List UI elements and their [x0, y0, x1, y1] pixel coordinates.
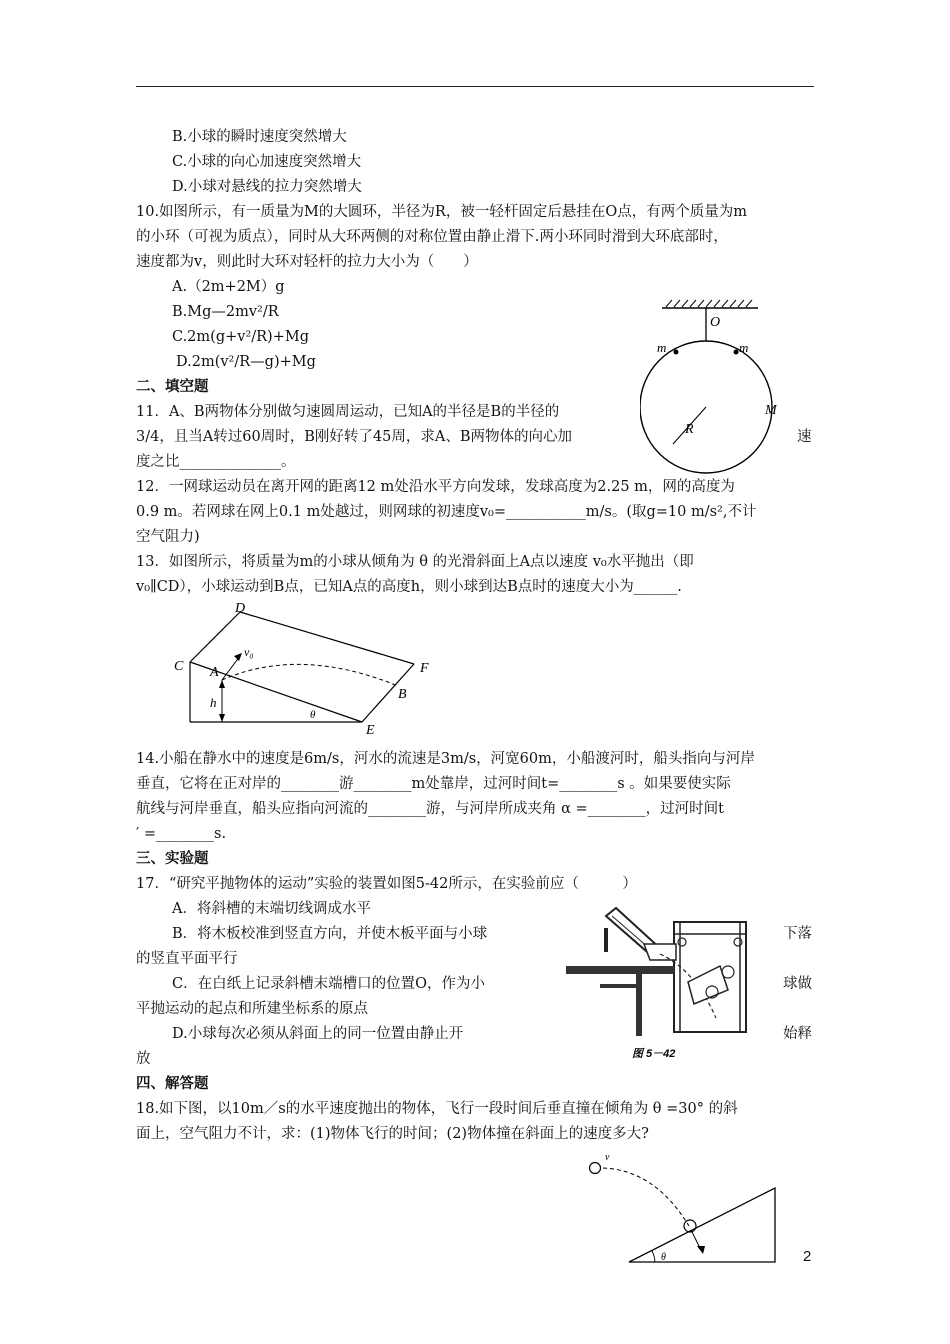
- q17-option-d-tail: 始释: [783, 1026, 812, 1042]
- header-rule: [136, 86, 814, 87]
- q12-line2: 0.9 m。若网球在网上0.1 m处越过，则网球的初速度v₀=___________m/s。(取g=10 m/s²,不计: [136, 504, 757, 520]
- q17-option-b-cont: 的竖直平面平行: [136, 951, 238, 967]
- page-number: 2: [803, 1248, 812, 1265]
- q12-line3: 空气阻力): [136, 529, 200, 545]
- impact-arrowhead: [697, 1246, 705, 1254]
- q14-line4: ′ =________s.: [136, 826, 227, 842]
- small-ring-right: [734, 350, 739, 355]
- q17-option-c-tail: 球做: [783, 976, 812, 992]
- ceiling-hatch: [666, 300, 752, 307]
- q11-line1: 11．A、B两物体分别做匀速圆周运动，已知A的半径是B的半径的: [136, 404, 560, 420]
- angle-arc: [652, 1251, 655, 1262]
- label-r: R: [685, 422, 694, 437]
- label-a: A: [210, 665, 219, 680]
- label-o: O: [710, 315, 721, 330]
- q14-line1: 14.小船在静水中的速度是6m/s，河水的流速是3m/s，河宽60m，小船渡河时，船头指向与河岸: [136, 751, 755, 767]
- label-v: v: [605, 1152, 610, 1163]
- height-arrow-top: [219, 680, 225, 688]
- q10-option-b: B.Mg—2mv²/R: [172, 304, 279, 320]
- q18-line1: 18.如下图，以10m／s的水平速度抛出的物体，飞行一段时间后垂直撞在倾角为 θ =30° 的斜: [136, 1101, 738, 1117]
- q10-stem-line2: 的小环（可视为质点），同时从大环两侧的对称位置由静止滑下.两小环同时滑到大环底部时，: [136, 229, 728, 245]
- q17-option-b: B．将木板校准到竖直方向，并使木板平面与小球: [172, 926, 488, 942]
- label-m-left: m: [657, 340, 667, 355]
- clamp-right: [734, 938, 742, 946]
- clamp-left: [678, 938, 686, 946]
- q11-line2-tail: 速: [797, 429, 812, 445]
- incline-figure: [170, 600, 440, 740]
- q17-stem: 17．“研究平抛物体的运动”实验的装置如图5-42所示，在实验前应（ ）: [136, 876, 637, 892]
- table-leg: [636, 974, 642, 1036]
- q14-line2: 垂直，它将在正对岸的________游________m处靠岸，过河时间t=________s 。如果要使实际: [136, 776, 731, 792]
- q14-line3: 航线与河岸垂直，船头应指向河流的________游，与河岸所成夹角 α =________，过河时间t: [136, 801, 724, 817]
- q9-option-d: D.小球对悬线的拉力突然增大: [172, 179, 362, 195]
- label-theta: θ: [310, 709, 316, 721]
- slope-figure: [575, 1150, 780, 1270]
- label-m-right: m: [739, 340, 749, 355]
- ramp-stand: [604, 928, 608, 952]
- label-v0: v₀: [244, 645, 254, 659]
- section-fill-in-heading: 二、填空题: [136, 379, 209, 395]
- q17-option-c-cont: 平抛运动的起点和所建坐标系的原点: [136, 1001, 368, 1017]
- q9-option-c: C.小球的向心加速度突然增大: [172, 154, 362, 170]
- q13-line1: 13．如图所示，将质量为m的小球从倾角为 θ 的光滑斜面上A点以速度 v₀水平抛出（即: [136, 554, 694, 570]
- q13-line2: v₀∥CD），小球运动到B点，已知A点的高度h，则小球到达B点时的速度大小为______.: [136, 579, 682, 595]
- section-experiment-heading: 三、实验题: [136, 851, 209, 867]
- label-c: C: [174, 659, 184, 674]
- q17-option-b-tail: 下落: [783, 926, 812, 942]
- knob: [722, 966, 734, 978]
- label-d: D: [235, 601, 246, 616]
- slope-trajectory: [603, 1168, 689, 1226]
- q10-option-d: D.2m(v²/R—g)+Mg: [176, 354, 316, 370]
- small-ring-left: [674, 350, 679, 355]
- projectile-impact: [684, 1220, 696, 1232]
- label-h: h: [210, 695, 217, 710]
- label-b: B: [398, 687, 407, 702]
- edge-df: [240, 612, 414, 664]
- q10-stem-line1: 10.如图所示，有一质量为M的大圆环，半径为R，被一轻杆固定后悬挂在O点，有两个质量为m: [136, 204, 747, 220]
- label-f: F: [420, 661, 429, 676]
- table-top: [566, 966, 674, 974]
- q17-option-a: A．将斜槽的末端切线调成水平: [172, 901, 371, 917]
- apparatus-figure: [560, 900, 765, 1062]
- projectile-start: [590, 1163, 601, 1174]
- q10-option-a: A.（2m+2M）g: [172, 279, 285, 295]
- q18-line2: 面上，空气阻力不计，求：(1)物体飞行的时间；(2)物体撞在斜面上的速度多大?: [136, 1126, 649, 1142]
- label-big-m: M: [765, 403, 777, 418]
- ramp-end: [644, 944, 676, 960]
- q12-line1: 12．一网球运动员在离开网的距离12 m处沿水平方向发球，发球高度为2.25 m，网的高度为: [136, 479, 735, 495]
- figure-caption: 图 5－42: [632, 1048, 676, 1060]
- q10-stem-line3: 速度都为v，则此时大环对轻杆的拉力大小为（ ）: [136, 254, 478, 270]
- q11-line2: 3/4，且当A转过60周时，B刚好转了45周，求A、B两物体的向心加: [136, 429, 572, 445]
- label-theta: θ: [661, 1252, 666, 1263]
- ring-figure: [640, 296, 810, 476]
- q9-option-b: B.小球的瞬时速度突然增大: [172, 129, 347, 145]
- height-arrow-bottom: [219, 714, 225, 722]
- label-e: E: [366, 723, 375, 738]
- table-shelf: [600, 984, 642, 988]
- q17-option-c: C．在白纸上记录斜槽末端槽口的位置O，作为小: [172, 976, 485, 992]
- q17-option-d-cont: 放: [136, 1051, 151, 1067]
- q10-option-c: C.2m(g+v²/R)+Mg: [172, 329, 309, 345]
- edge-cd: [190, 612, 240, 662]
- v0-arrowhead: [234, 653, 242, 661]
- q17-option-d: D.小球每次必须从斜面上的同一位置由静止开: [172, 1026, 464, 1042]
- q11-line3: 度之比______________。: [136, 454, 296, 470]
- section-solve-heading: 四、解答题: [136, 1076, 209, 1092]
